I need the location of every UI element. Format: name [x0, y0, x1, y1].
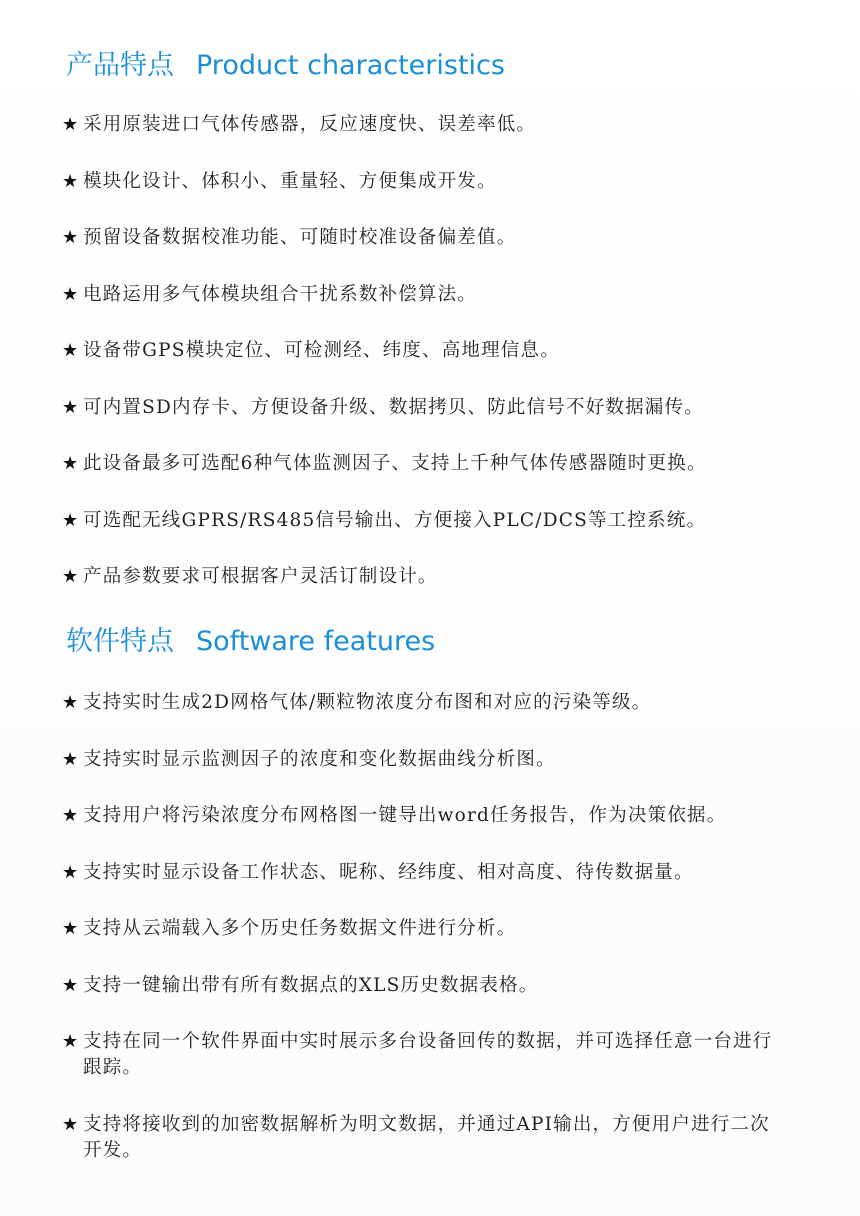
list-item	[62, 916, 802, 942]
list-item-text: 支持用户将污染浓度分布网格图一键导出word任务报告，作为决策依据。	[83, 805, 727, 826]
star-bullet-icon: ★	[62, 396, 80, 418]
list-item-text: 支持实时显示设备工作状态、昵称、经纬度、相对高度、待传数据量。	[83, 861, 694, 883]
list-item-text: 支持实时生成2D网格气体/颗粒物浓度分布图和对应的污染等级。	[83, 692, 652, 713]
star-bullet-icon: ★	[62, 1031, 80, 1052]
list-item-text: 支持一键输出带有所有数据点的XLS历史数据表格。	[83, 974, 539, 996]
product-heading-en: Product characteristics	[196, 50, 505, 81]
list-item	[62, 225, 802, 251]
star-bullet-icon: ★	[62, 748, 80, 770]
star-bullet-icon: ★	[62, 283, 80, 305]
list-item	[62, 747, 802, 773]
list-item	[62, 451, 802, 477]
list-item-text: 设备带GPS模块定位、可检测经、纬度、高地理信息。	[83, 340, 560, 361]
list-item	[62, 1029, 802, 1081]
list-item	[62, 860, 802, 886]
star-bullet-icon: ★	[62, 805, 80, 826]
list-item-text: 可选配无线GPRS/RS485信号输出、方便接入PLC/DCS等工控系统。	[83, 509, 707, 531]
list-item	[62, 338, 802, 364]
list-item-text: 产品参数要求可根据客户灵活订制设计。	[83, 566, 438, 587]
product-heading-cn: 产品特点	[66, 50, 174, 81]
list-item-text: 支持在同一个软件界面中实时展示多台设备回传的数据，并可选择任意一台进行跟踪。	[83, 1031, 773, 1078]
software-features-list	[62, 690, 802, 1194]
list-item-text: 支持从云端载入多个历史任务数据文件进行分析。	[83, 918, 517, 939]
list-item	[62, 508, 802, 534]
list-item-text: 预留设备数据校准功能、可随时校准设备偏差值。	[83, 227, 517, 248]
list-item	[62, 395, 802, 421]
software-heading-cn: 软件特点	[66, 626, 174, 657]
list-item-text: 采用原装进口气体传感器，反应速度快、误差率低。	[83, 114, 537, 135]
list-item-text: 模块化设计、体积小、重量轻、方便集成开发。	[83, 170, 497, 192]
software-features-heading	[66, 625, 435, 659]
list-item	[62, 112, 802, 138]
list-item	[62, 690, 802, 716]
star-bullet-icon: ★	[62, 861, 80, 883]
star-bullet-icon: ★	[62, 566, 80, 587]
list-item-text: 支持将接收到的加密数据解析为明文数据，并通过API输出，方便用户进行二次开发。	[83, 1113, 770, 1161]
product-characteristics-heading	[66, 49, 505, 83]
star-bullet-icon: ★	[62, 453, 80, 474]
list-item-text: 支持实时显示监测因子的浓度和变化数据曲线分析图。	[83, 748, 556, 770]
list-item-text: 可内置SD内存卡、方便设备升级、数据拷贝、防此信号不好数据漏传。	[83, 396, 704, 418]
star-bullet-icon: ★	[62, 1113, 80, 1135]
star-bullet-icon: ★	[62, 114, 80, 135]
star-bullet-icon: ★	[62, 692, 80, 713]
star-bullet-icon: ★	[62, 974, 80, 996]
list-item-text: 此设备最多可选配6种气体监测因子、支持上千种气体传感器随时更换。	[83, 453, 707, 474]
list-item	[62, 282, 802, 308]
product-characteristics-list	[62, 112, 802, 621]
star-bullet-icon: ★	[62, 170, 80, 192]
star-bullet-icon: ★	[62, 227, 80, 248]
list-item	[62, 803, 802, 829]
list-item-text: 电路运用多气体模块组合干扰系数补偿算法。	[83, 283, 478, 305]
star-bullet-icon: ★	[62, 918, 80, 939]
list-item	[62, 1112, 802, 1164]
star-bullet-icon: ★	[62, 340, 80, 361]
list-item	[62, 169, 802, 195]
list-item	[62, 564, 802, 590]
list-item	[62, 973, 802, 999]
star-bullet-icon: ★	[62, 509, 80, 531]
software-heading-en: Software features	[196, 626, 436, 657]
